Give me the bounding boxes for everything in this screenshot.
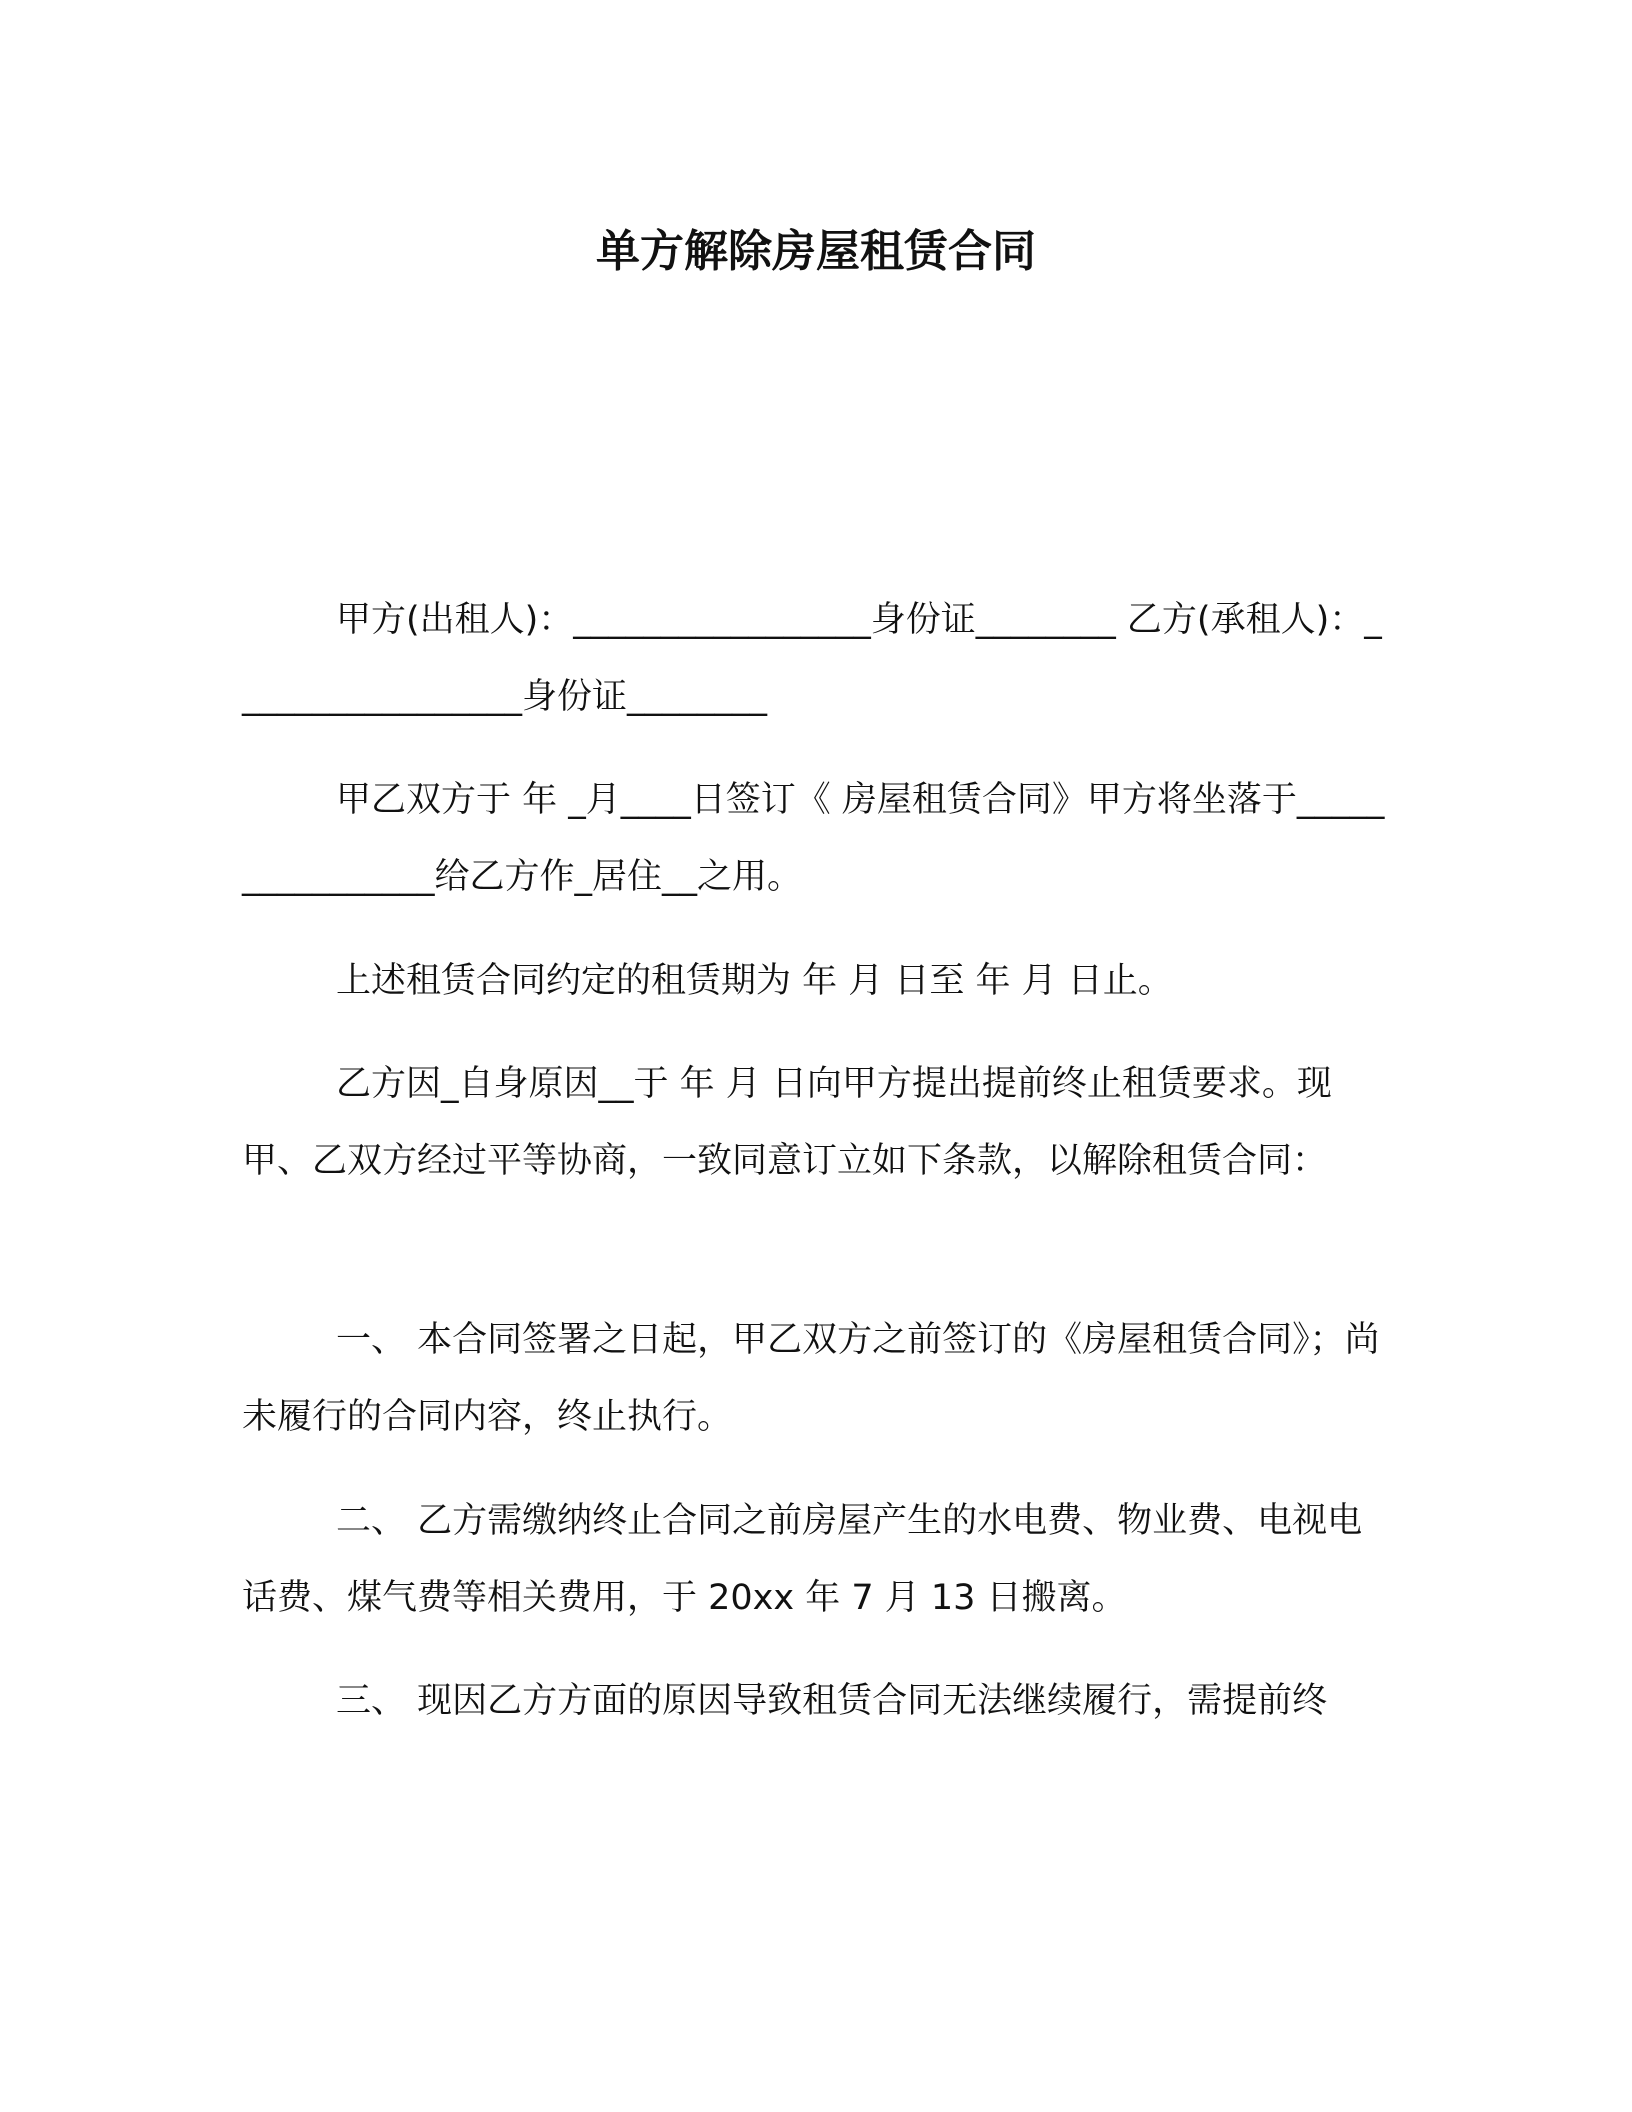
paragraph-original-contract: 甲乙双方于 年 _月____日签订《 房屋租赁合同》甲方将坐落于________________给乙方作_居住__之用。 xyxy=(242,780,1385,897)
clause-two: 二、 乙方需缴纳终止合同之前房屋产生的水电费、物业费、电视电话费、煤气费等相关费用，于 20xx 年 7 月 13 日搬离。 xyxy=(242,1501,1363,1618)
paragraph-termination-request: 乙方因_自身原因__于 年 月 日向甲方提出提前终止租赁要求。现甲、乙双方经过平等协商，一致同意订立如下条款，以解除租赁合同： xyxy=(242,1064,1332,1181)
paragraph-lease-term: 上述租赁合同约定的租赁期为 年 月 日至 年 月 日止。 xyxy=(336,961,1173,1001)
document-title: 单方解除房屋租赁合同 xyxy=(596,226,1036,277)
clause-one: 一、 本合同签署之日起，甲乙双方之前签订的《房屋租赁合同》；尚未履行的合同内容，终止执行。 xyxy=(242,1320,1380,1437)
paragraph-parties: 甲方(出租人)：_________________身份证________ 乙方(承租人)：_________________身份证________ xyxy=(242,600,1382,717)
clause-three: 三、 现因乙方方面的原因导致租赁合同无法继续履行，需提前终 xyxy=(336,1681,1328,1721)
